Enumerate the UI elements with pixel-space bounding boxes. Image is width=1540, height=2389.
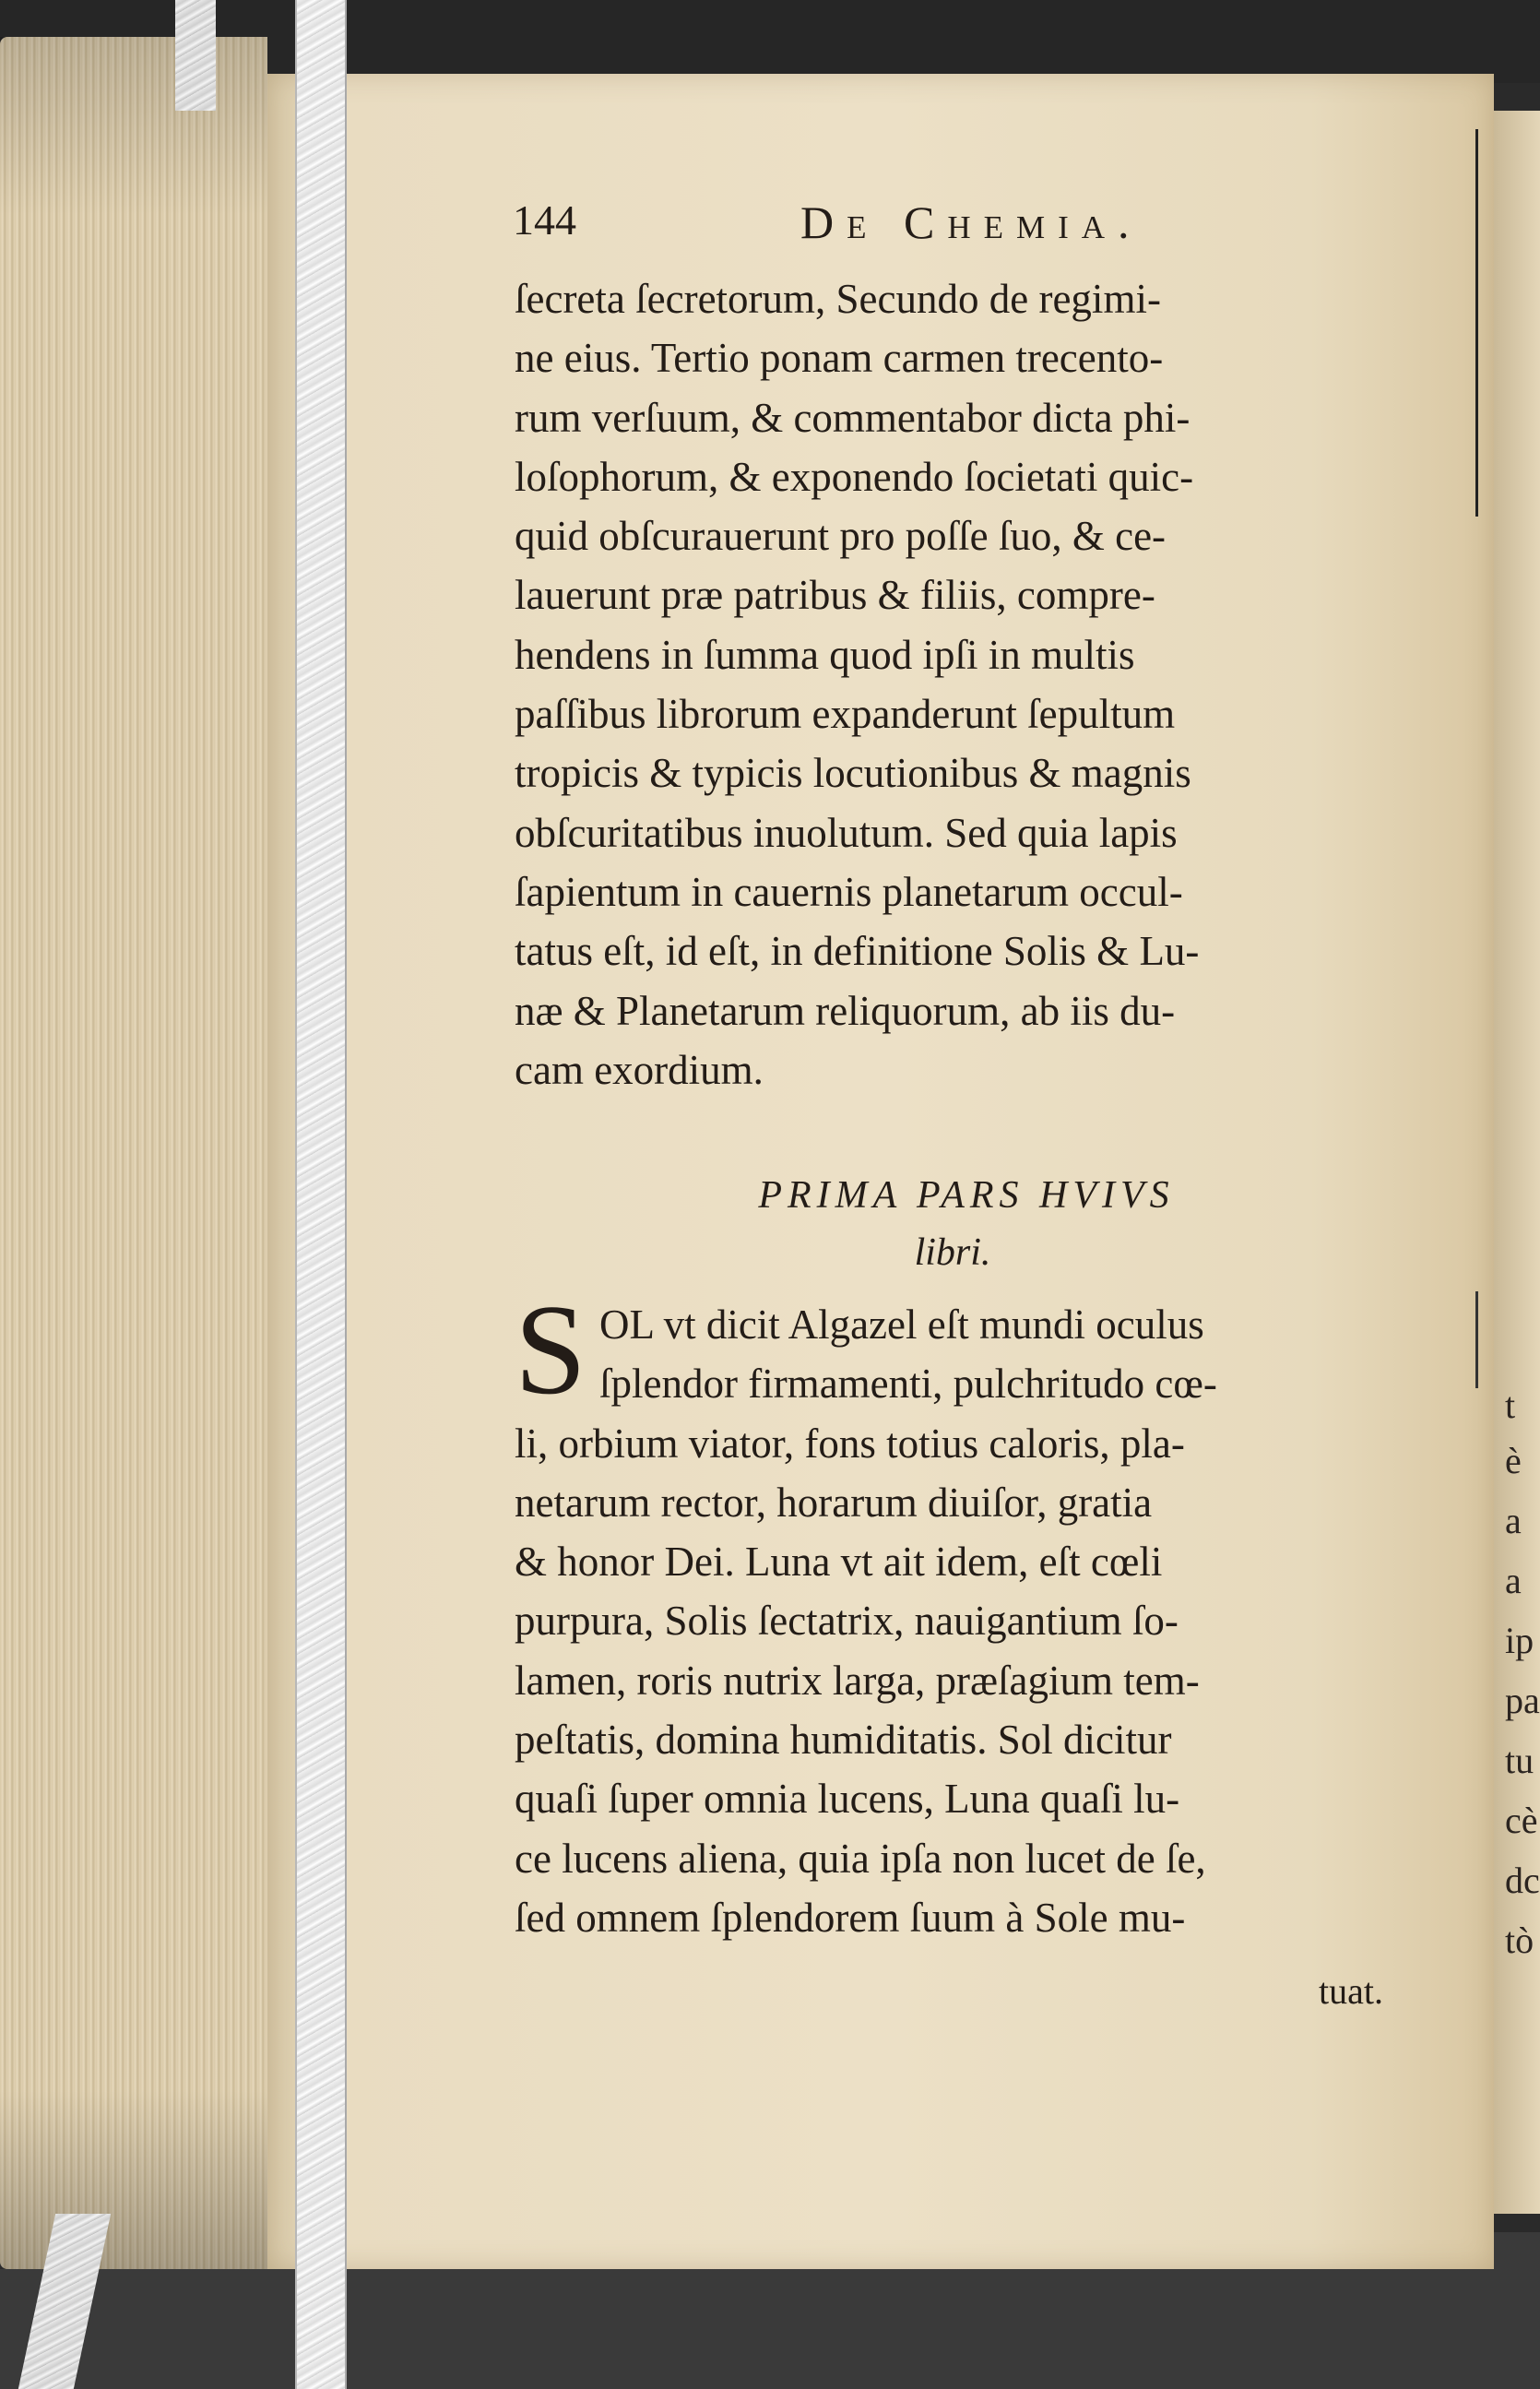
text-line: tropicis & typicis locutionibus & magnis: [515, 750, 1191, 797]
drop-cap: S: [515, 1278, 586, 1421]
facing-page-fragment: ip: [1505, 1620, 1534, 1661]
catchword: tuat.: [1319, 1970, 1383, 2012]
page-number: 144: [513, 196, 576, 244]
facing-page-fragment: tò: [1505, 1920, 1534, 1961]
text-line: netarum rector, horarum diuiſor, gratia: [515, 1479, 1153, 1526]
text-line: lamen, roris nutrix larga, præſagium tem-: [515, 1657, 1200, 1704]
text-line: næ & Planetarum reliquorum, ab iis du-: [515, 987, 1176, 1034]
text-line: ce lucens aliena, quia ipſa non lucet de ſe,: [515, 1835, 1206, 1882]
running-title: De Chemia.: [800, 196, 1143, 248]
text-line: ſed omnem ſplendorem ſuum à Sole mu-: [515, 1894, 1186, 1941]
text-line: paſſibus librorum expanderunt ſepultum: [515, 691, 1176, 738]
text-line: quaſi ſuper omnia lucens, Luna quaſi lu-: [515, 1776, 1180, 1823]
text-line: OL vt dicit Algazel eſt mundi oculus: [599, 1301, 1204, 1348]
text-line: obſcuritatibus inuolutum. Sed quia lapis: [515, 809, 1178, 856]
facing-page-fragment: tu: [1505, 1740, 1534, 1781]
binding-cord: [175, 0, 216, 111]
facing-page-fragment: è: [1505, 1440, 1522, 1481]
text-line: & honor Dei. Luna vt ait idem, eſt cœli: [515, 1539, 1163, 1586]
section-heading-line: libri.: [914, 1231, 991, 1274]
body-text: [515, 269, 1391, 1099]
text-line: quid obſcurauerunt pro poſſe ſuo, & ce-: [515, 513, 1167, 560]
text-line: li, orbium viator, fons totius caloris, pla-: [515, 1420, 1185, 1467]
text-line: cam exordium.: [515, 1046, 764, 1093]
facing-page-fragment: a: [1505, 1560, 1522, 1601]
facing-page-fragment: a: [1505, 1500, 1522, 1541]
section-heading: [515, 1167, 1391, 1281]
facing-page-fragment: pa: [1505, 1680, 1540, 1721]
text-line: rum verſuum, & commentabor dicta phi-: [515, 394, 1191, 441]
text-line: tatus eſt, id eſt, in definitione Solis & Lu-: [515, 928, 1200, 975]
facing-page-fragment: dc: [1505, 1860, 1540, 1901]
stacked-page-edges: [0, 37, 267, 2269]
facing-page-fragment: cè: [1505, 1800, 1538, 1841]
text-line: ſapientum in cauernis planetarum occul-: [515, 868, 1183, 915]
text-line: hendens in ſumma quod ipſi in multis: [515, 631, 1135, 678]
binding-cord: [295, 0, 347, 2389]
facing-page-fragment: t: [1505, 1385, 1516, 1426]
text-line: lauerunt præ patribus & filiis, compre-: [515, 572, 1155, 619]
text-line: ne eius. Tertio ponam carmen trecento-: [515, 335, 1164, 382]
section-heading-line: PRIMA PARS HVIVS: [758, 1174, 1175, 1217]
text-line: purpura, Solis ſectatrix, nauigantium ſo-: [515, 1598, 1179, 1645]
text-line: peſtatis, domina humiditatis. Sol dicitur: [515, 1717, 1172, 1764]
body-text-2: [515, 1278, 1391, 1947]
facing-page-margin: [1475, 129, 1478, 2066]
text-line: loſophorum, & exponendo ſocietati quic-: [515, 453, 1194, 500]
text-line: ſplendor firmamenti, pulchritudo cœ-: [599, 1361, 1217, 1408]
page-header: [513, 196, 1232, 260]
text-line: ſecreta ſecretorum, Secundo de regimi-: [515, 276, 1161, 322]
